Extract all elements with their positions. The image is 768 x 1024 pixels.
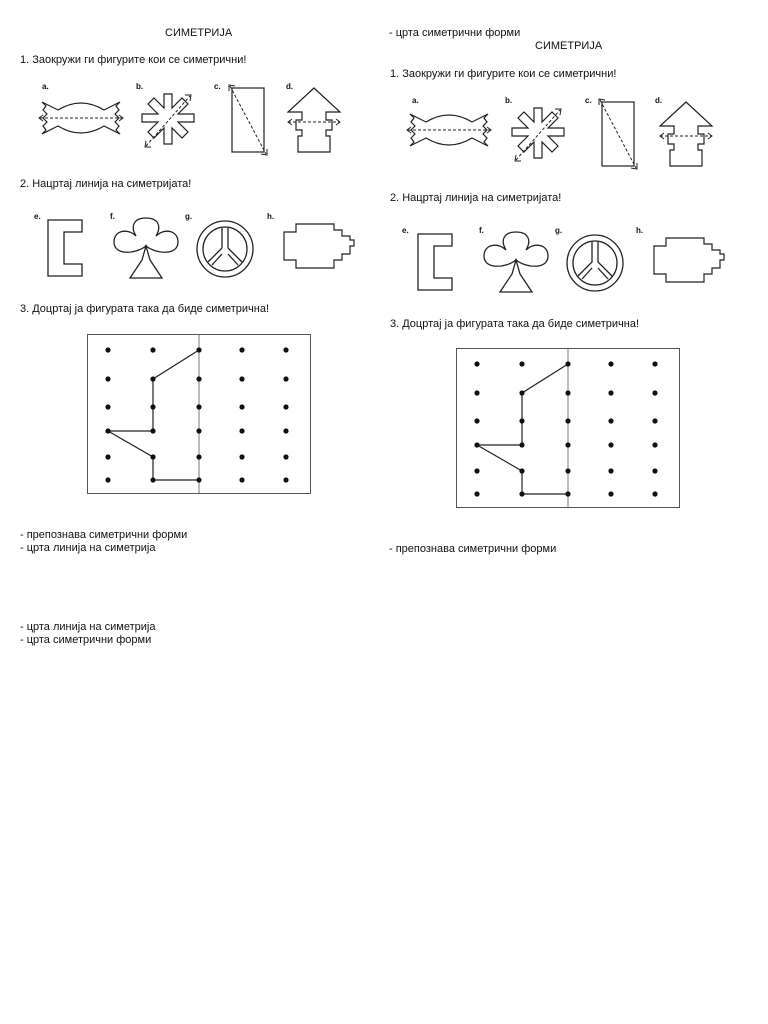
grid-dot [105,404,110,409]
grid-dot [565,442,570,447]
grid-dot [474,491,479,496]
objective-note-4: - црта симетрични форми [20,634,152,646]
shape-label-b: b. [505,96,513,105]
candy-shape [406,108,492,152]
shape-label-e: e. [34,212,41,221]
grid-dot [608,418,613,423]
grid-dot [474,390,479,395]
arrow-house-shape [656,100,716,170]
grid-dot [239,404,244,409]
grid-dot [105,347,110,352]
task-3-text: 3. Доцртај ја фигурата така да биде симетрична! [390,318,640,330]
grid-dot [608,468,613,473]
club-shape [110,216,182,282]
irregular-shape [652,236,726,284]
grid-dot [105,428,110,433]
dot-grid-drawing [88,335,310,493]
grid-dot [150,428,155,433]
grid-dot [239,454,244,459]
grid-dot [196,347,201,352]
shape-label-f: f. [110,212,115,221]
dot-grid-exercise [87,334,311,494]
peace-sign-shape [194,218,256,280]
grid-dot [652,418,657,423]
grid-dot [519,390,524,395]
worksheet-title: СИМЕТРИЈА [165,27,233,39]
grid-dot [105,376,110,381]
grid-dot [105,454,110,459]
shape-label-e: e. [402,226,409,235]
grid-dot [239,376,244,381]
grid-dot [150,477,155,482]
snowflake-shape [140,92,196,150]
grid-dot [150,347,155,352]
grid-dot [565,468,570,473]
grid-dot [105,477,110,482]
grid-dot [519,468,524,473]
bracket-shape [46,218,86,280]
grid-dot [565,361,570,366]
dot-grid-exercise [456,348,680,508]
grid-dot [150,454,155,459]
grid-dot [196,376,201,381]
grid-dot [519,418,524,423]
task-2-text: 2. Нацртај линија на симетријата! [20,178,192,190]
shape-label-g: g. [185,212,193,221]
bracket-shape [416,232,456,294]
grid-dot [565,491,570,496]
grid-dot [474,418,479,423]
grid-dot [652,491,657,496]
grid-dot [196,404,201,409]
club-shape [480,230,552,296]
shape-label-f: f. [479,226,484,235]
grid-dot [565,418,570,423]
grid-dot [150,376,155,381]
shape-label-g: g. [555,226,563,235]
irregular-shape [282,222,356,270]
grid-dot [196,477,201,482]
candy-shape [38,96,124,140]
shape-label-a: a. [42,82,49,91]
grid-dot [608,390,613,395]
task-3-text: 3. Доцртај ја фигурата така да биде симетрична! [20,303,270,315]
grid-dot [239,477,244,482]
shape-label-c: c. [214,82,221,91]
peace-sign-shape [564,232,626,294]
worksheet-title: СИМЕТРИЈА [535,40,603,52]
grid-dot [239,347,244,352]
rectangle-shape [226,84,272,156]
shape-label-h: h. [267,212,275,221]
grid-dot [283,428,288,433]
grid-dot [652,442,657,447]
shape-label-d: d. [286,82,294,91]
grid-dot [652,468,657,473]
task-1-text: 1. Заокружи ги фигурите кои се симетрични! [390,68,617,80]
grid-dot [519,491,524,496]
objective-note-2: - црта линија на симетрија [20,542,156,554]
grid-dot [150,404,155,409]
arrow-house-shape [284,86,344,156]
grid-dot [474,442,479,447]
right-worksheet [384,0,768,1024]
grid-dot [474,361,479,366]
rectangle-shape [596,98,642,170]
shape-label-h: h. [636,226,644,235]
grid-dot [519,361,524,366]
dot-grid-drawing [457,349,679,507]
task-1-text: 1. Заокружи ги фигурите кои се симетрични! [20,54,247,66]
grid-dot [196,454,201,459]
grid-dot [652,390,657,395]
shape-label-c: c. [585,96,592,105]
objective-note-1: - препознава симетрични форми [20,529,188,541]
grid-dot [239,428,244,433]
grid-dot [474,468,479,473]
shape-label-a: a. [412,96,419,105]
objective-note-top: - црта симетрични форми [389,27,521,39]
grid-dot [283,477,288,482]
grid-dot [196,428,201,433]
grid-dot [283,404,288,409]
grid-dot [283,347,288,352]
grid-dot [283,376,288,381]
grid-dot [608,361,613,366]
shape-label-b: b. [136,82,144,91]
grid-dot [565,390,570,395]
grid-dot [608,491,613,496]
objective-note-3: - црта линија на симетрија [20,621,156,633]
objective-note-1: - препознава симетрични форми [389,543,557,555]
grid-dot [608,442,613,447]
grid-dot [283,454,288,459]
shape-label-d: d. [655,96,663,105]
task-2-text: 2. Нацртај линија на симетријата! [390,192,562,204]
snowflake-shape [510,106,566,164]
grid-dot [519,442,524,447]
grid-dot [652,361,657,366]
